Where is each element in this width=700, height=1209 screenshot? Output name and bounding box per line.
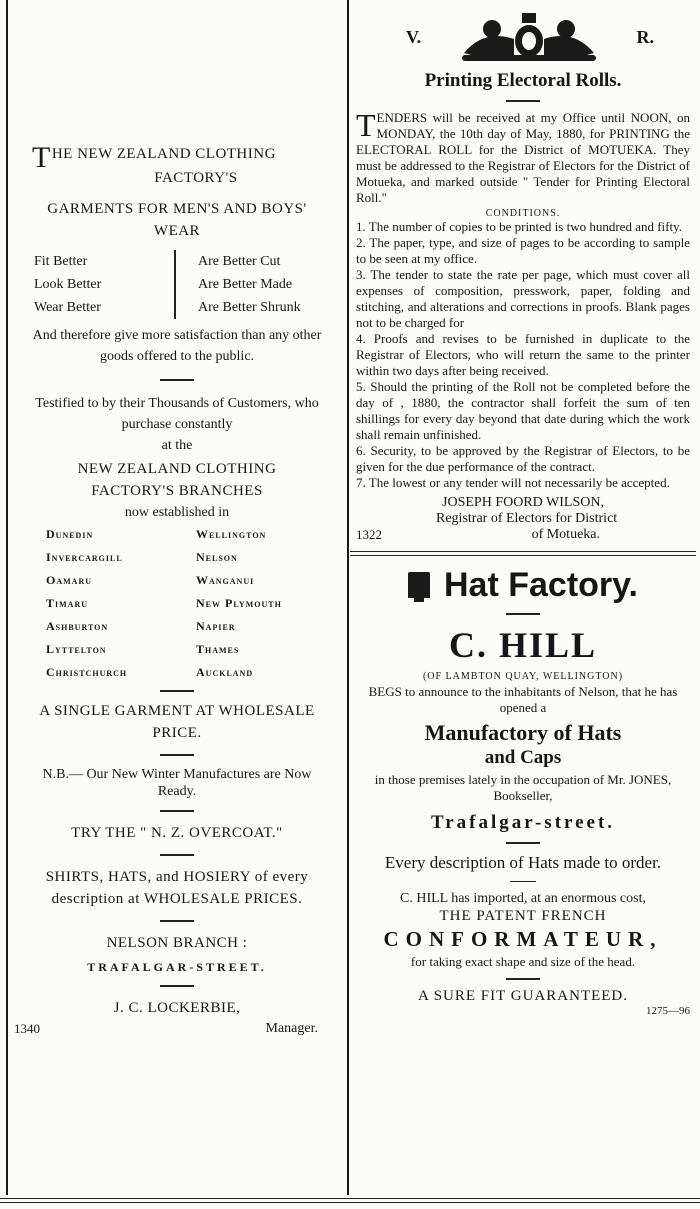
town: New Plymouth <box>196 596 282 610</box>
nelson-branch: NELSON BRANCH : <box>106 935 248 951</box>
satisfaction-text: And therefore give more satisfaction than any other goods offered to the public. <box>32 328 322 364</box>
column-divider <box>347 0 349 1195</box>
top-hat-icon <box>408 572 430 598</box>
condition-item: 7. The lowest or any tender will not necessarily be accepted. <box>356 475 670 490</box>
town: Timaru <box>46 596 88 610</box>
better-table <box>34 250 340 319</box>
clothing-factory-ad <box>14 0 340 1037</box>
try-overcoat: TRY THE " N. Z. OVERCOAT." <box>71 825 283 841</box>
clothing-title <box>14 142 340 190</box>
condition-item: 5. Should the printing of the Roll not be completed before the day of , 1880, the contractor shall forfeit the sum of ten shillings for every day beyond that date during which the work shall remain unfinished. <box>356 379 690 442</box>
hat-number: 1275—96 <box>646 1005 690 1017</box>
crest-v: V. <box>406 26 422 47</box>
town: Invercargill <box>46 550 123 564</box>
town-list <box>46 523 340 684</box>
town: Nelson <box>196 550 238 564</box>
hat-title-text: Hat Factory. <box>444 566 638 604</box>
better-item: Wear Better <box>34 300 101 315</box>
subtitle: GARMENTS FOR MEN'S AND BOYS' WEAR <box>47 201 307 239</box>
premises: in those premises lately in the occupation of Mr. JONES, Bookseller, <box>374 772 672 803</box>
signature-title: Registrar of Electors for District <box>436 511 618 526</box>
better-item: Are Better Cut <box>198 254 281 269</box>
manufactory: Manufactory of Hats <box>424 720 622 745</box>
intro-dropcap: T <box>356 107 376 143</box>
patent-french: THE PATENT FRENCH <box>439 908 607 924</box>
town: Lyttelton <box>46 642 107 656</box>
shirts-text: SHIRTS, HATS, and HOSIERY of every description at WHOLESALE PRICES. <box>45 869 309 907</box>
ad-number: 1340 <box>14 1021 40 1036</box>
and-caps: and Caps <box>484 747 562 768</box>
divider <box>160 379 194 381</box>
conformateur: CONFORMATEUR, <box>383 927 663 951</box>
manager-name: J. C. LOCKERBIE, <box>113 1000 241 1016</box>
divider <box>506 842 540 844</box>
divider <box>160 690 194 692</box>
divider <box>160 810 194 812</box>
condition-item: 4. Proofs and revises to be furnished in duplicate to the Registrar of Electors, who will return the same to the printer within two days after being received. <box>356 331 690 378</box>
left-margin-rule <box>6 0 8 1195</box>
town: Oamaru <box>46 573 92 587</box>
conditions-title: CONDITIONS. <box>485 208 561 219</box>
taking-shape: for taking exact shape and size of the head. <box>410 954 636 969</box>
divider <box>510 881 536 882</box>
street: TRAFALGAR-STREET. <box>87 960 267 974</box>
at-the: at the <box>161 438 193 453</box>
intro-text: ENDERS will be received at my Office until NOON, on MONDAY, the 10th day of May, 1880, for PRINTING the ELECTORAL ROLL for the District of MOTUEKA. They must be addressed to the Registrar of Electors for the District of Motueka, and marked outside " Tender for Printing Electoral Roll." <box>356 110 690 205</box>
better-item: Are Better Made <box>198 277 293 292</box>
of-lambton-quay: (OF LAMBTON QUAY, WELLINGTON) <box>422 671 624 682</box>
c-hill: C. HILL <box>448 625 598 665</box>
title-line1: HE NEW ZEALAND CLOTHING <box>51 146 276 162</box>
divider <box>506 978 540 980</box>
section-rule <box>350 551 696 556</box>
better-item: Look Better <box>34 277 102 292</box>
divider <box>160 754 194 756</box>
announce: BEGS to announce to the inhabitants of Nelson, that he has opened a <box>368 684 678 715</box>
condition-item: 2. The paper, type, and size of pages to be according to sample to be seen at my office. <box>356 235 690 266</box>
divider <box>160 854 194 856</box>
divider <box>160 920 194 922</box>
testified-text: Testified to by their Thousands of Customers, who purchase constantly <box>35 396 319 432</box>
manager-title: Manager. <box>265 1021 318 1036</box>
condition-item: 6. Security, to be approved by the Registrar of Electors, to be given for the due performance of the contract. <box>356 443 690 474</box>
trafalgar-street: Trafalgar-street. <box>430 812 616 833</box>
better-item: Fit Better <box>34 254 88 269</box>
conditions-list <box>356 219 690 491</box>
better-item: Are Better Shrunk <box>198 300 301 315</box>
branches-title: NEW ZEALAND CLOTHING FACTORY'S BRANCHES <box>77 461 277 499</box>
town: Christchurch <box>46 665 128 679</box>
every-description: Every description of Hats made to order. <box>384 853 662 872</box>
town: Wanganui <box>196 573 255 587</box>
crest-r: R. <box>636 26 654 47</box>
hat-factory-title <box>356 566 690 605</box>
tender-ad <box>356 0 690 1017</box>
divider <box>506 613 540 615</box>
title-line2: FACTORY'S <box>154 170 238 186</box>
imported: C. HILL has imported, at an enormous cost, <box>400 891 646 906</box>
town: Thames <box>196 642 240 656</box>
divider <box>506 100 540 102</box>
royal-crest <box>356 8 690 66</box>
bottom-rule <box>0 1198 700 1203</box>
title-dropcap: T <box>32 141 51 174</box>
tender-heading: Printing Electoral Rolls. <box>424 70 622 91</box>
condition-item: 1. The number of copies to be printed is two hundred and fifty. <box>356 219 683 234</box>
condition-item: 3. The tender to state the rate per page, which must cover all expenses of composition, presswork, paper, folding and stitching, and alterations and corrections in proofs. Blank pages not to be charged for <box>356 267 690 330</box>
signature: JOSEPH FOORD WILSON, <box>442 495 604 510</box>
divider <box>160 985 194 987</box>
now-established: now established in <box>124 505 230 520</box>
coat-of-arms-icon <box>454 9 604 65</box>
town: Napier <box>196 619 236 633</box>
signature-place: of Motueka. <box>531 527 600 542</box>
sure-fit: A SURE FIT GUARANTEED. <box>417 988 629 1004</box>
tender-intro <box>356 107 690 206</box>
tender-number: 1322 <box>356 527 382 542</box>
town: Dunedin <box>46 527 94 541</box>
nb-text: N.B.— Our New Winter Manufactures are Now Ready. <box>42 767 312 799</box>
single-garment: A SINGLE GARMENT AT WHOLESALE PRICE. <box>39 703 315 741</box>
town: Wellington <box>196 527 267 541</box>
town: Auckland <box>196 665 254 679</box>
town: Ashburton <box>46 619 109 633</box>
